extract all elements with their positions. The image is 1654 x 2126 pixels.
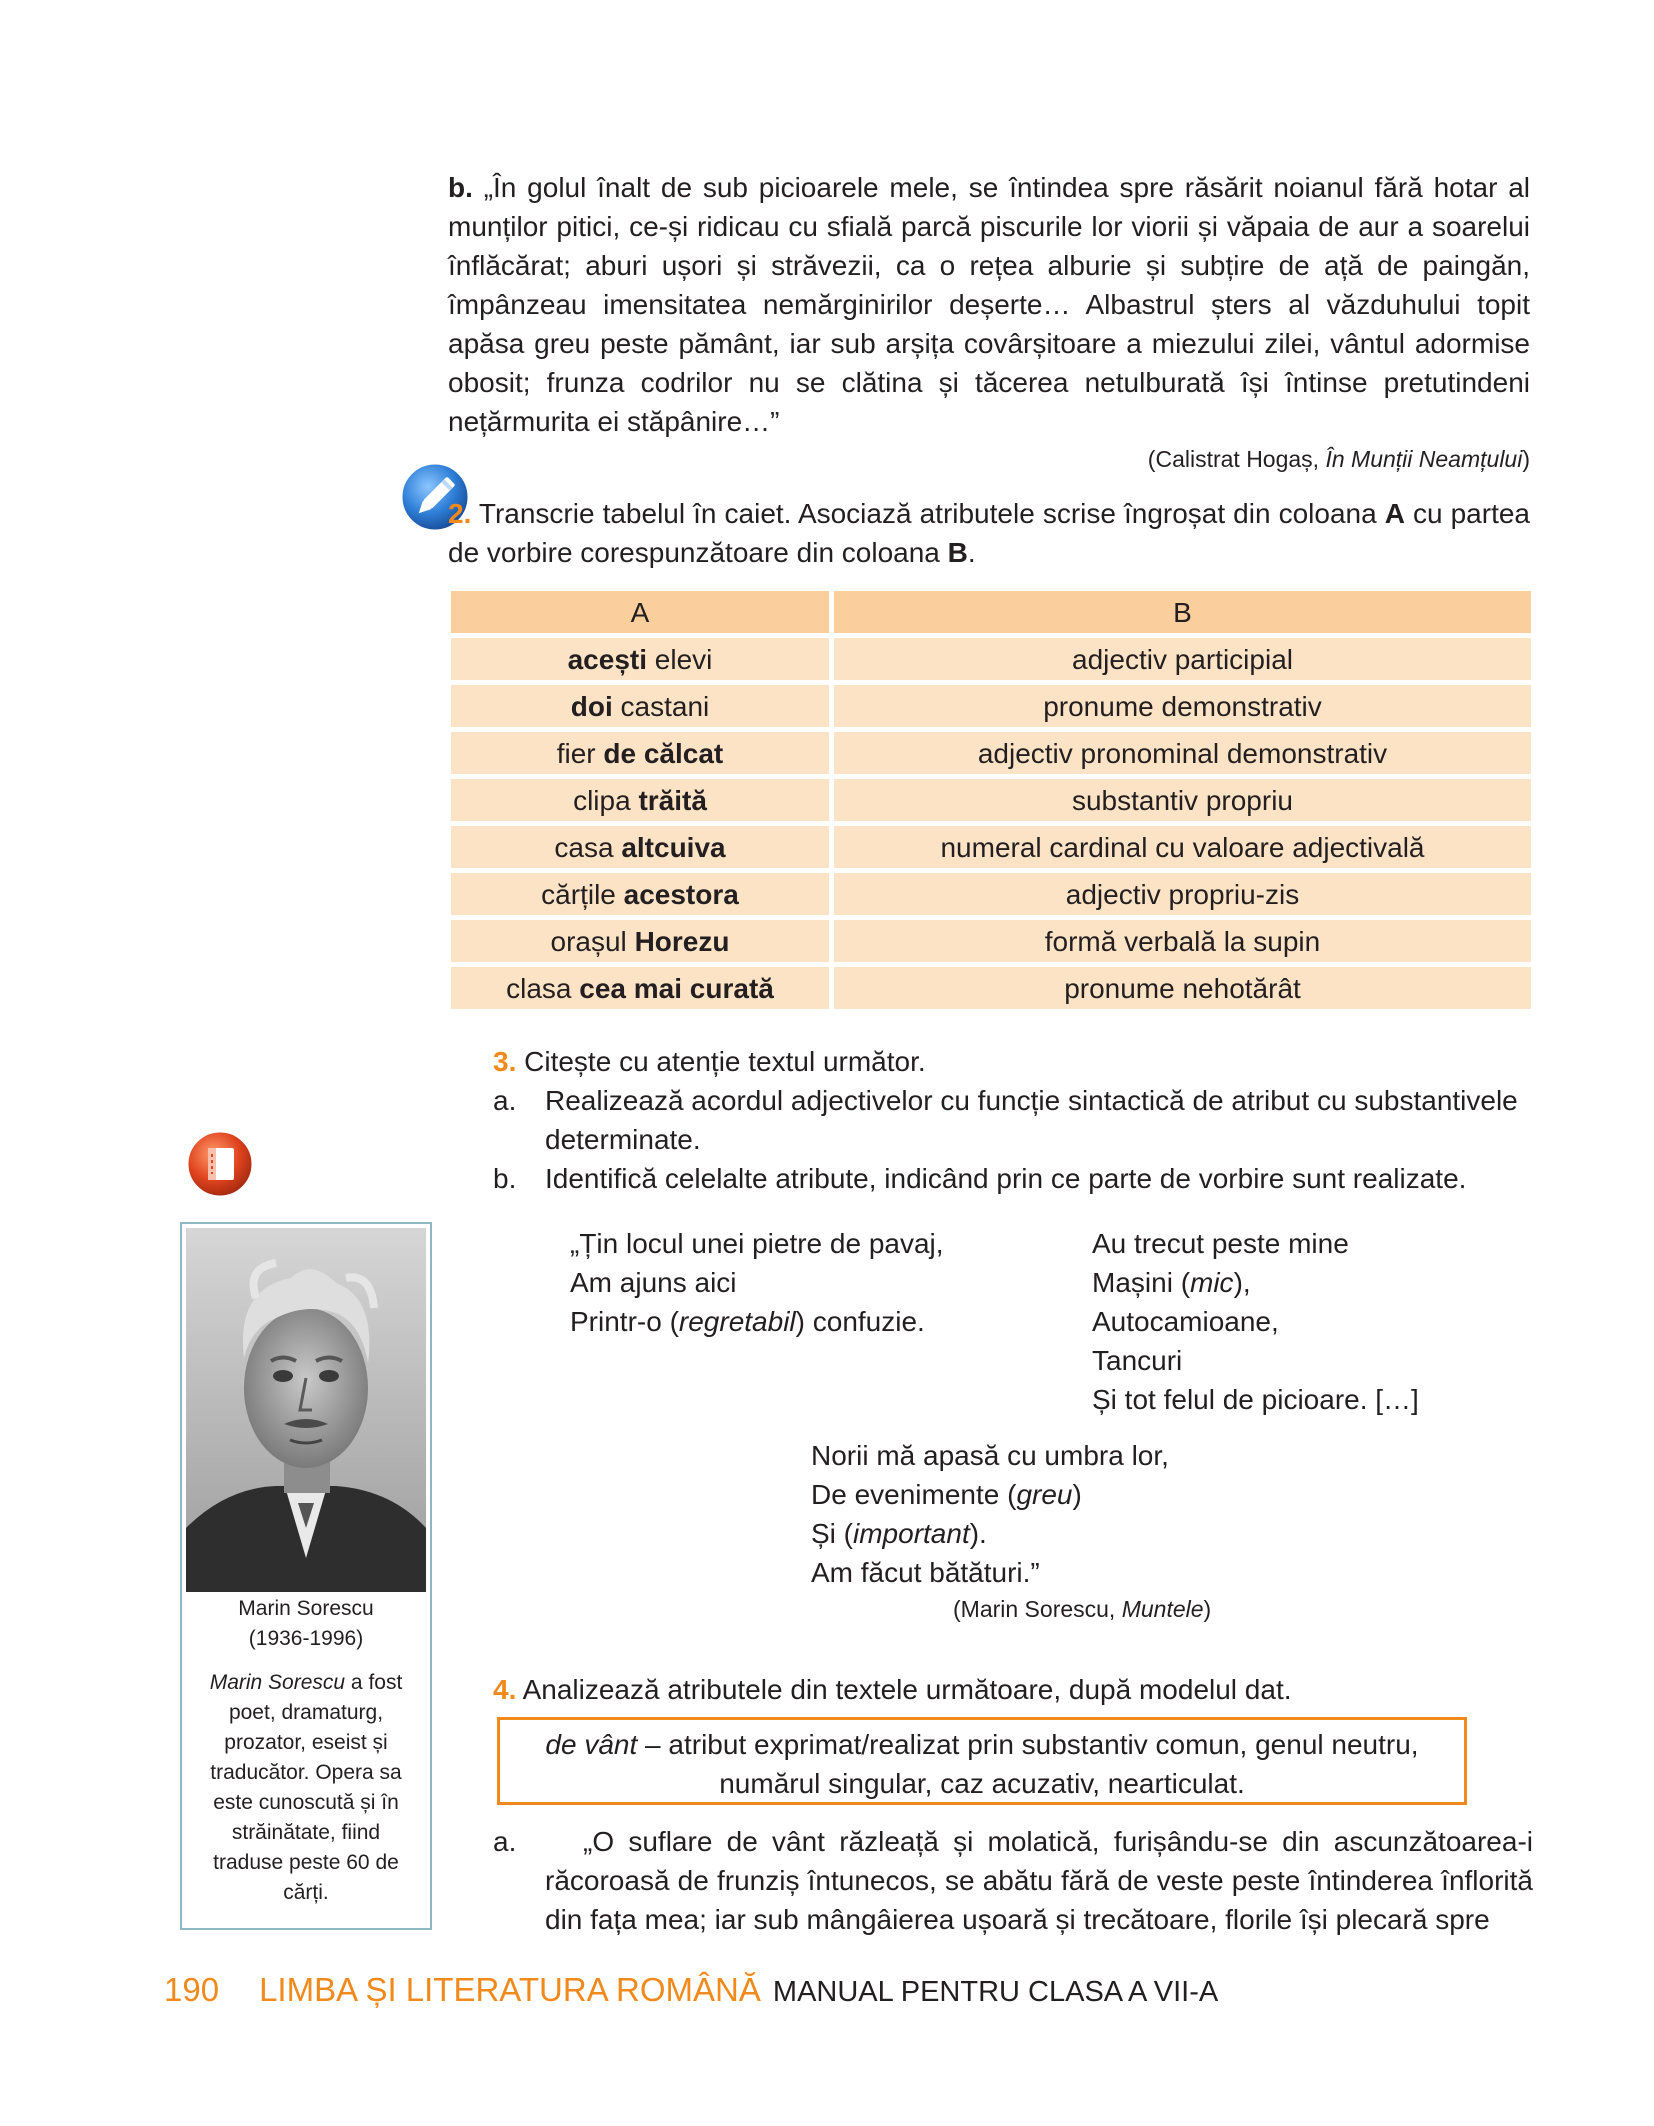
table-cell-b: numeral cardinal cu valoare adjectivală [834, 826, 1531, 868]
exercise-3-text: Citește cu atenție textul următor. [516, 1046, 926, 1077]
table-cell-a: doi castani [451, 685, 834, 727]
table-header-a: A [451, 591, 834, 633]
poem-center-stanza [811, 1436, 1169, 1592]
source-citation-sorescu: (Marin Sorescu, Muntele) [953, 1596, 1212, 1622]
exercise-3-number: 3. [493, 1046, 517, 1077]
exercise-2-text-end: . [967, 537, 976, 568]
matching-table [451, 586, 1531, 1014]
author-caption [182, 1594, 430, 1908]
poem-line: De evenimente (greu) [811, 1479, 1082, 1510]
poem-line: Norii mă apasă cu umbra lor, [811, 1440, 1169, 1471]
item-text: „O suflare de vânt răzleață și molatică, furișându-se din ascunzătoarea-i răcoroasă de frunziș întunecos, se abătu fără de veste peste întinderea înflorită din fața mea; iar sub mângâierea ușoară și trecătoare, florile își plecară spre [545, 1826, 1533, 1935]
exercise-4-number: 4. [493, 1674, 517, 1705]
exercise-4-text: Analizează atributele din textele următoare, după modelul dat. [516, 1674, 1292, 1705]
exercise-b-paragraph [448, 168, 1530, 441]
table-row [451, 920, 1531, 962]
footer-subject: LIMBA ȘI LITERATURA ROMÂNĂ [259, 1971, 761, 2008]
exercise-4-title [493, 1670, 1292, 1709]
exercise-3-title [493, 1042, 926, 1081]
table-row [451, 826, 1531, 868]
model-term: de vânt [545, 1729, 638, 1760]
table-cell-b: pronume nehotărât [834, 967, 1531, 1009]
model-text: – atribut exprimat/realizat prin substantiv comun, genul neutru, numărul singular, caz acuzativ, nearticulat. [637, 1729, 1419, 1799]
poem-line: Am făcut bătături.” [811, 1557, 1040, 1588]
exercise-2-number: 2. [448, 498, 472, 529]
table-row [451, 732, 1531, 774]
poem-line: Tancuri [1092, 1345, 1183, 1376]
poem-right-stanza [1092, 1224, 1419, 1419]
table-row [451, 638, 1531, 680]
poem-line: „Țin locul unei pietre de pavaj, [570, 1228, 944, 1259]
table-header-b: B [834, 591, 1531, 633]
table-row [451, 967, 1531, 1009]
item-label: a. [493, 1085, 517, 1116]
source-close: ) [1522, 446, 1530, 472]
table-cell-b: formă verbală la supin [834, 920, 1531, 962]
poem-line: Au trecut peste mine [1092, 1228, 1349, 1259]
source-citation-hogas [1148, 444, 1530, 474]
poem-line: Și tot felul de picioare. […] [1092, 1384, 1419, 1415]
author-years: (1936-1996) [248, 1627, 364, 1650]
table-row [451, 685, 1531, 727]
table-cell-a: fier de călcat [451, 732, 834, 774]
item-label: b. [493, 1163, 517, 1194]
table-cell-b: substantiv propriu [834, 779, 1531, 821]
table-cell-a: cărțile acestora [451, 873, 834, 915]
item-text: Realizează acordul adjectivelor cu funcție sintactică de atribut cu substantivele determinate. [545, 1085, 1518, 1155]
poem-line: Printr-o (regretabil) confuzie. [570, 1306, 925, 1337]
author-sidebar [180, 1222, 432, 1930]
author-bio: Marin Sorescu a fost poet, dramaturg, prozator, eseist și traducător. Opera sa este cunoscută și în străinătate, fiind traduse peste 60 de cărți. [209, 1671, 403, 1904]
table-cell-a: clipa trăită [451, 779, 834, 821]
calendar-icon [184, 1128, 256, 1200]
page-number: 190 [164, 1971, 220, 2008]
table-cell-b: adjectiv participial [834, 638, 1531, 680]
table-cell-a: orașul Horezu [451, 920, 834, 962]
poem-line: Și (important). [811, 1518, 987, 1549]
poem-line: Am ajuns aici [570, 1267, 737, 1298]
exercise-2-instruction [448, 494, 1530, 572]
table-header-row [451, 591, 1531, 633]
column-b-reference: B [947, 537, 968, 568]
table-cell-b: adjectiv pronominal demonstrativ [834, 732, 1531, 774]
author-name: Marin Sorescu [238, 1597, 374, 1620]
table-cell-a: acești elevi [451, 638, 834, 680]
table-cell-b: pronume demonstrativ [834, 685, 1531, 727]
page-footer [164, 1970, 1218, 2012]
item-text: Identifică celelalte atribute, indicând prin ce parte de vorbire sunt realizate. [545, 1163, 1467, 1194]
poem-line: Mașini (mic), [1092, 1267, 1251, 1298]
table-cell-a: casa altcuiva [451, 826, 834, 868]
table-row [451, 779, 1531, 821]
item-label: a. [493, 1826, 517, 1857]
exercise-b-label: b. [448, 172, 473, 203]
poem-line: Autocamioane, [1092, 1306, 1279, 1337]
author-portrait [186, 1228, 426, 1592]
model-answer-box [497, 1717, 1467, 1805]
exercise-b-text: „În golul înalt de sub picioarele mele, se întindea spre răsărit noianul fără hotar al munților pitici, ce-și ridicau cu sfială parcă piscurile lor viorii și văpaia de aur a soarelui înflăcărat; aburi ușori și străvezii, ca o rețea alburie și subțire de ață de paingăn, împânzeau imensitatea nemărginirilor deșerte… Albastrul șters al văzduhului topit apăsa greu peste pământ, iar sub arșița covârșitoare a miezului zilei, vântul adormise obosit; frunza codrilor nu se clătina și tăcerea netulburată își întinse pretutindeni nețărmurita ei stăpânire…” [448, 172, 1530, 437]
footer-manual: MANUAL PENTRU CLASA A VII-A [772, 1976, 1219, 2008]
table-cell-a: clasa cea mai curată [451, 967, 834, 1009]
source-author: (Calistrat Hogaș, [1147, 446, 1326, 472]
table-row [451, 873, 1531, 915]
exercise-2-text: Transcrie tabelul în caiet. Asociază atributele scrise îngroșat din coloana [471, 498, 1385, 529]
source-title: În Munții Neamțului [1325, 446, 1523, 472]
poem-left-stanza [570, 1224, 944, 1341]
table-cell-b: adjectiv propriu-zis [834, 873, 1531, 915]
exercise-2-text-cont: cu partea de vorbire corespunzătoare din coloana [448, 498, 1530, 568]
column-a-reference: A [1384, 498, 1405, 529]
